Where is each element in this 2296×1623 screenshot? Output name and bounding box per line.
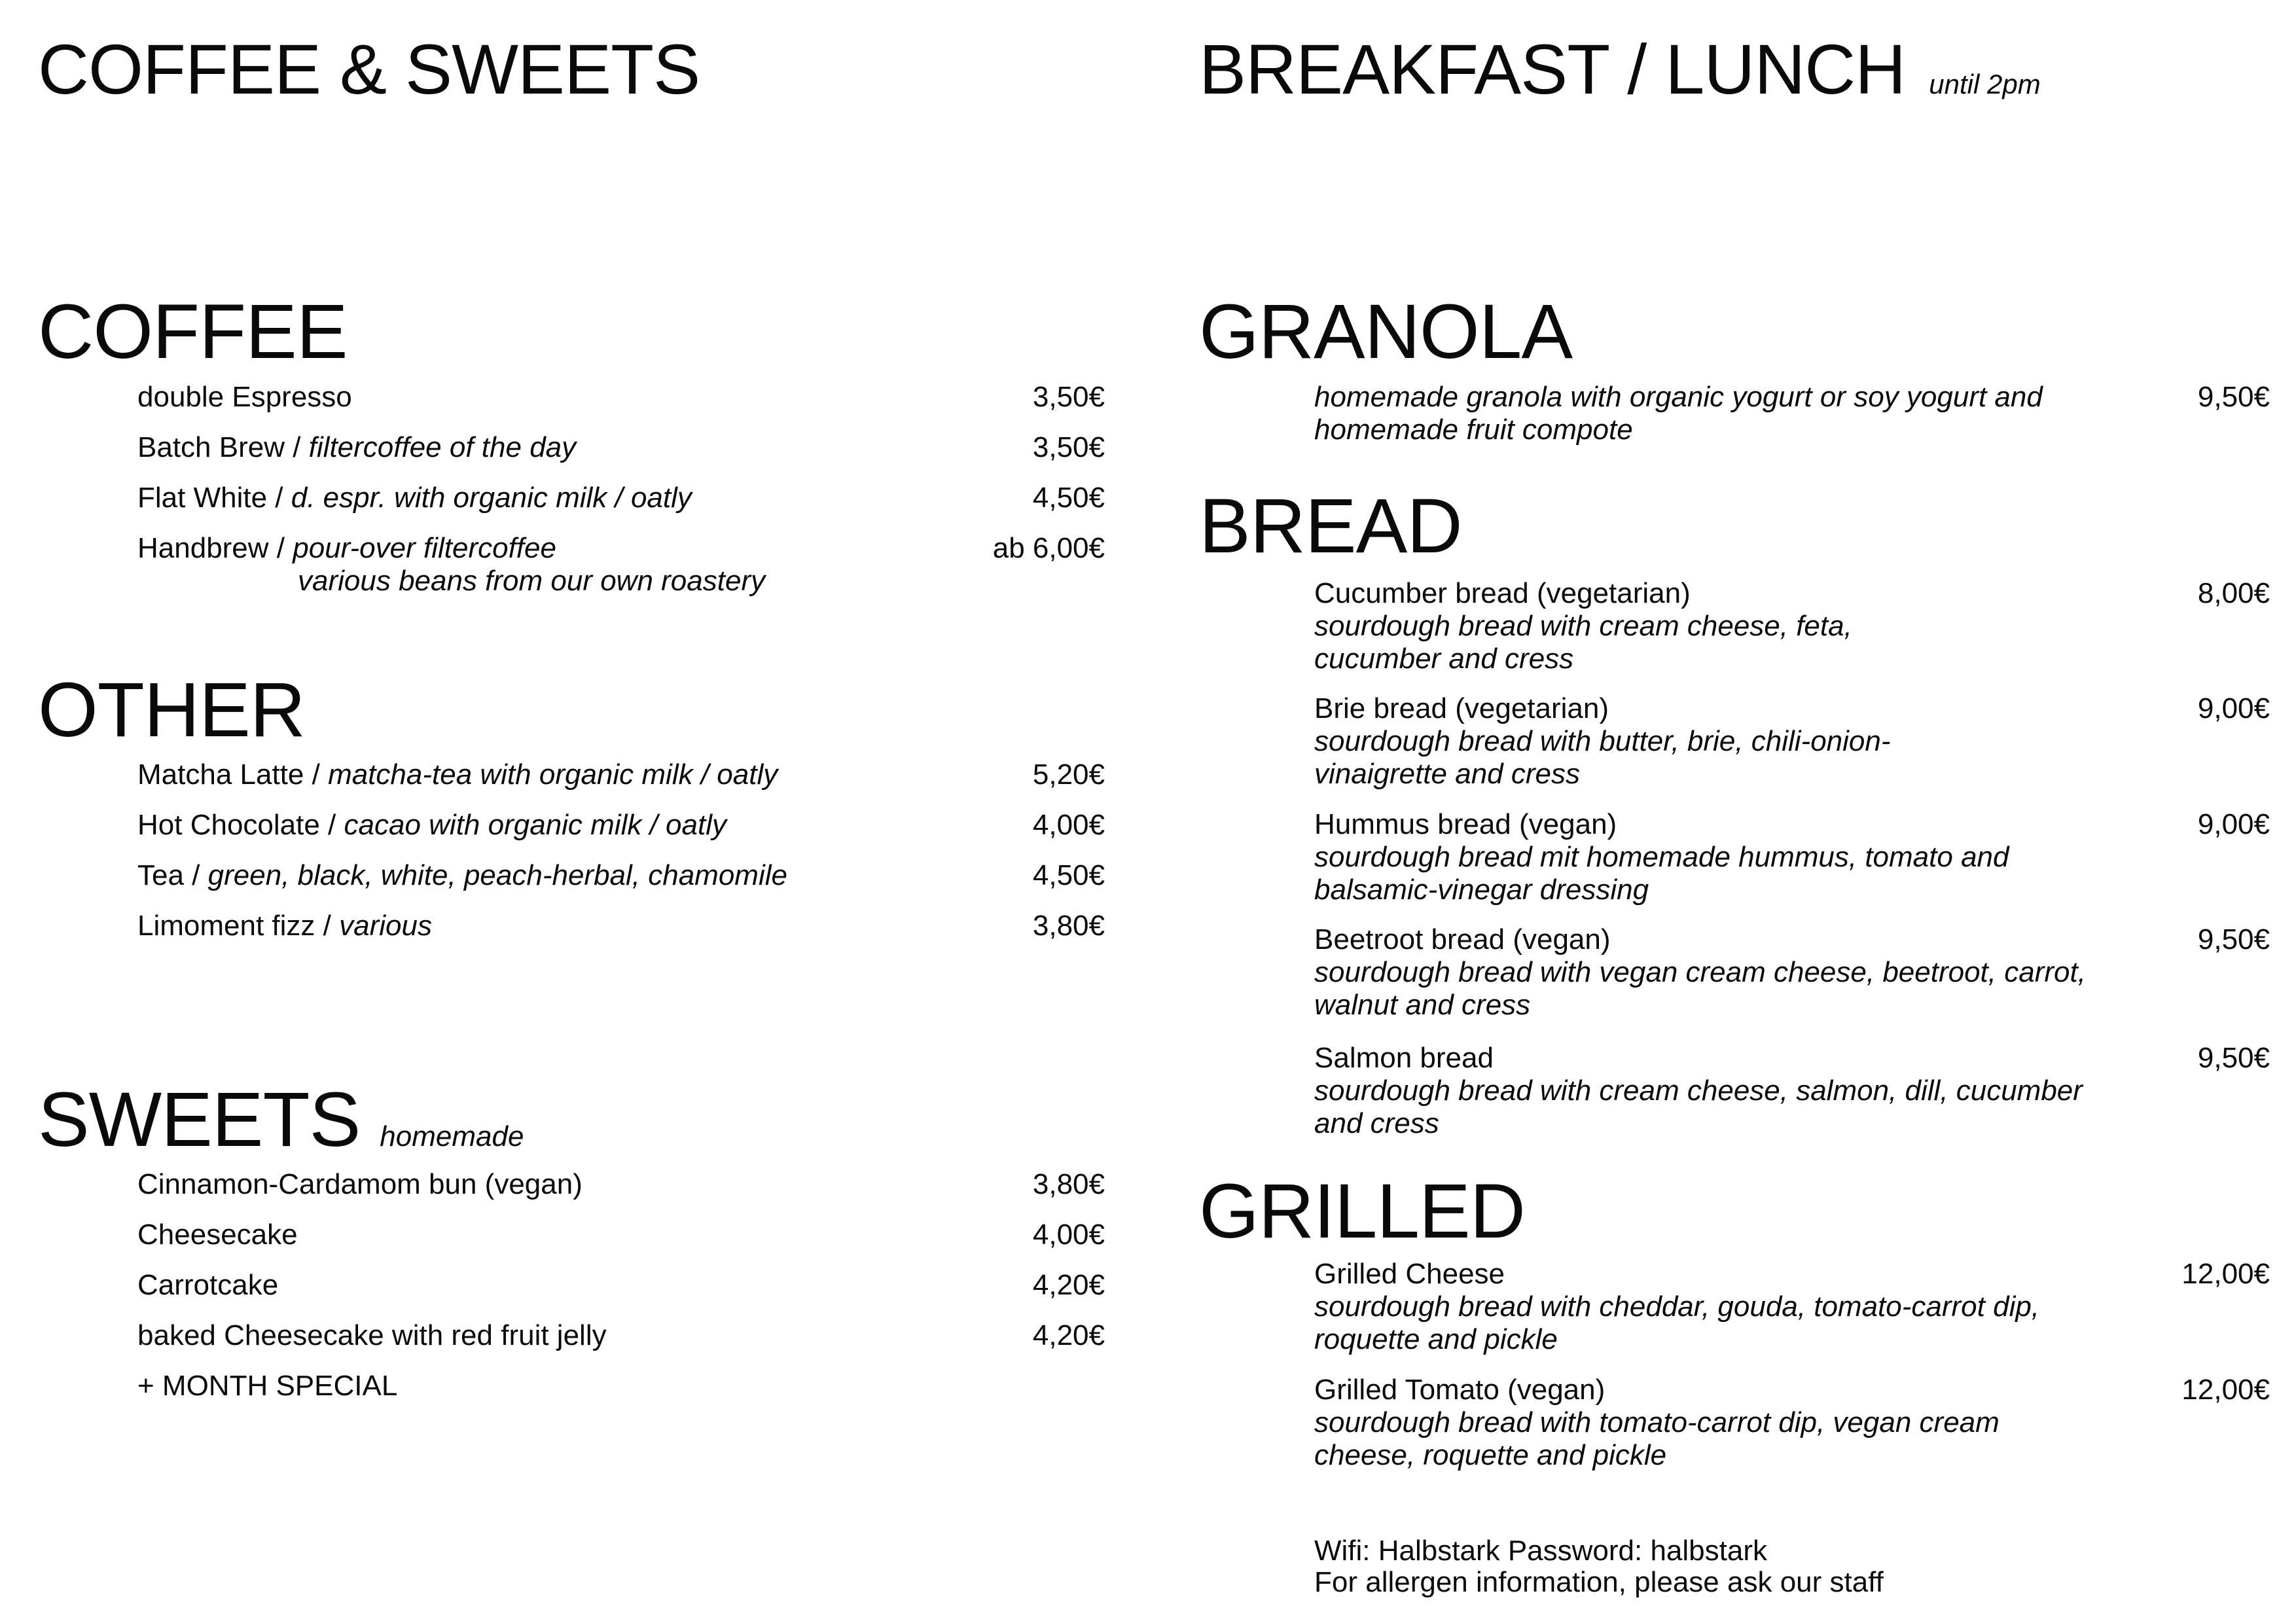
item-name: Matcha Latte / <box>137 758 320 791</box>
item-separator <box>320 758 328 791</box>
item-description: sourdough bread mit homemade hummus, tomato and balsamic-vinegar dressing <box>1314 841 2009 906</box>
menu-item <box>1314 1374 2139 1472</box>
item-price: 4,50€ <box>1032 482 1105 514</box>
item-price: 4,50€ <box>1032 859 1105 891</box>
item-name: Limoment fizz / <box>137 910 331 942</box>
menu-item <box>137 1168 923 1201</box>
menu-item <box>137 1269 923 1302</box>
item-price: 8,00€ <box>2197 577 2270 609</box>
item-price: 12,00€ <box>2181 1374 2270 1406</box>
item-name: Cucumber bread (vegetarian) <box>1314 577 1691 609</box>
section-heading-grilled: GRILLED <box>1199 1168 1525 1255</box>
menu-item <box>1314 577 2139 675</box>
menu-item <box>137 482 923 514</box>
menu-item <box>137 910 956 942</box>
item-name: Grilled Tomato (vegan) <box>1314 1374 1605 1406</box>
menu-item <box>137 809 956 842</box>
item-price: 4,00€ <box>1032 809 1105 841</box>
item-price: 3,80€ <box>1032 1168 1105 1200</box>
item-separator <box>331 910 339 942</box>
item-separator <box>336 809 344 841</box>
item-description: matcha-tea with organic milk / oatly <box>328 758 778 791</box>
item-description: homemade granola with organic yogurt or soy yogurt and homemade fruit compote <box>1314 381 2043 446</box>
section-heading-sweets <box>38 1077 524 1163</box>
item-name: baked Cheesecake with red fruit jelly <box>137 1319 607 1351</box>
right-page-title-text: BREAKFAST / LUNCH <box>1199 29 1906 109</box>
item-price: 12,00€ <box>2181 1258 2270 1290</box>
item-price: 9,00€ <box>2197 808 2270 840</box>
item-description: filtercoffee of the day <box>308 431 577 463</box>
item-description: green, black, white, peach-herbal, chamomile <box>207 859 787 891</box>
section-heading-other: OTHER <box>38 667 305 753</box>
item-name: Salmon bread <box>1314 1042 1494 1074</box>
item-description: sourdough bread with cream cheese, feta, cucumber and cress <box>1314 610 1852 675</box>
left-page-title <box>38 29 700 109</box>
item-name: Cheesecake <box>137 1219 298 1251</box>
item-separator <box>285 532 293 564</box>
section-heading-sweets-text: SWEETS <box>38 1077 361 1163</box>
left-page-title-text: COFFEE & SWEETS <box>38 29 700 109</box>
menu-item <box>137 532 923 597</box>
menu-item <box>137 431 923 464</box>
section-heading-coffee: COFFEE <box>38 289 348 375</box>
section-heading-granola: GRANOLA <box>1199 289 1573 375</box>
item-description: sourdough bread with vegan cream cheese, beetroot, carrot, walnut and cress <box>1314 956 2086 1021</box>
item-price: 3,80€ <box>1032 910 1105 942</box>
menu-item <box>1314 1258 2139 1356</box>
item-subdescription: various beans from our own roastery <box>298 565 766 597</box>
item-name: Tea / <box>137 859 200 891</box>
menu-item <box>137 381 923 414</box>
item-name: Hot Chocolate / <box>137 809 336 841</box>
item-separator <box>283 482 291 514</box>
item-name: + MONTH SPECIAL <box>137 1370 398 1402</box>
item-description: various <box>339 910 432 942</box>
item-name: double Espresso <box>137 381 352 413</box>
item-name: Carrotcake <box>137 1269 279 1301</box>
menu-item <box>137 1219 923 1251</box>
item-separator <box>200 859 207 891</box>
item-name: Grilled Cheese <box>1314 1258 1505 1290</box>
item-description: sourdough bread with tomato-carrot dip, vegan cream cheese, roquette and pickle <box>1314 1406 2000 1471</box>
item-price: 9,50€ <box>2197 1042 2270 1074</box>
item-price: 9,50€ <box>2197 923 2270 955</box>
item-name: Flat White / <box>137 482 283 514</box>
section-heading-bread: BREAD <box>1199 483 1462 569</box>
right-page-title <box>1199 29 2041 109</box>
menu-item <box>1314 692 2139 791</box>
item-separator <box>300 431 308 463</box>
item-price: 4,20€ <box>1032 1269 1105 1301</box>
item-price: 9,50€ <box>2197 381 2270 413</box>
menu-item <box>137 758 956 791</box>
item-name: Handbrew / <box>137 532 285 564</box>
menu-item <box>1314 1042 2139 1140</box>
item-price: 4,00€ <box>1032 1219 1105 1251</box>
item-name: Batch Brew / <box>137 431 301 463</box>
item-price: 5,20€ <box>1032 758 1105 791</box>
footer-info <box>1314 1535 1884 1598</box>
month-special <box>137 1370 923 1402</box>
title-tag: until 2pm <box>1929 69 2041 99</box>
item-name: Hummus bread (vegan) <box>1314 808 1617 840</box>
menu-item <box>1314 381 2139 446</box>
item-description: sourdough bread with butter, brie, chili-onion-vinaigrette and cress <box>1314 725 1891 790</box>
wifi-info: Wifi: Halbstark Password: halbstark <box>1314 1535 1767 1567</box>
menu-item <box>1314 923 2139 1022</box>
menu-item <box>137 859 956 892</box>
item-name: Beetroot bread (vegan) <box>1314 923 1611 955</box>
item-price: 3,50€ <box>1032 431 1105 463</box>
item-price: 3,50€ <box>1032 381 1105 413</box>
section-tag: homemade <box>380 1120 524 1152</box>
menu-item <box>1314 808 2139 906</box>
item-description: cacao with organic milk / oatly <box>344 809 726 841</box>
item-name: Cinnamon-Cardamom bun (vegan) <box>137 1168 583 1200</box>
item-description: pour-over filtercoffee <box>293 532 556 564</box>
allergen-info: For allergen information, please ask our staff <box>1314 1566 1884 1598</box>
item-description: sourdough bread with cream cheese, salmon, dill, cucumber and cress <box>1314 1075 2083 1139</box>
menu-item <box>137 1319 923 1352</box>
item-price: 4,20€ <box>1032 1319 1105 1351</box>
item-description: sourdough bread with cheddar, gouda, tomato-carrot dip, roquette and pickle <box>1314 1291 2040 1355</box>
item-price: 9,00€ <box>2197 692 2270 724</box>
item-price: ab 6,00€ <box>992 532 1105 564</box>
item-description: d. espr. with organic milk / oatly <box>291 482 692 514</box>
item-name: Brie bread (vegetarian) <box>1314 692 1609 724</box>
